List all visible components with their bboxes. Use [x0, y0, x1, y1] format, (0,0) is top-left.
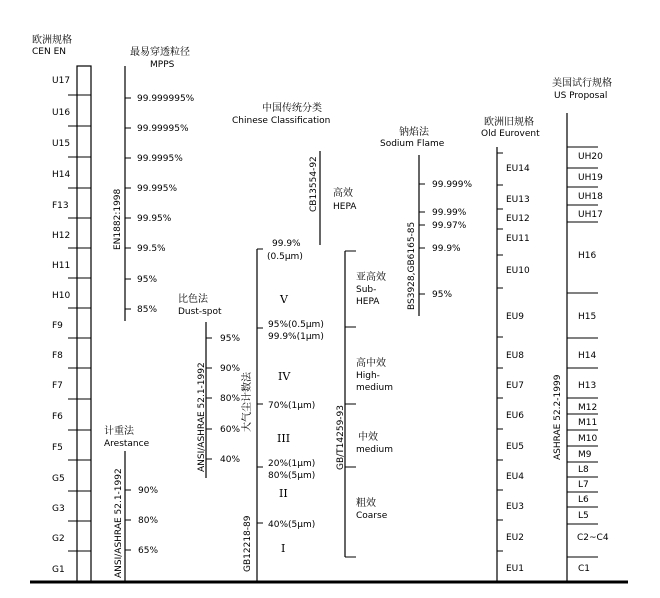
cen-class-labels	[52, 76, 70, 575]
eurovent-ticks	[497, 153, 503, 551]
us-class: H15	[578, 312, 597, 322]
eurovent-class: EU5	[506, 442, 524, 452]
grade-cn: 高效	[333, 188, 353, 199]
eurovent-class: EU13	[506, 195, 530, 205]
chinese-level: 95%(0.5μm)	[268, 320, 324, 330]
dust-spot-value: 60%	[220, 425, 241, 435]
dust-spot-value: 90%	[220, 364, 241, 374]
eurovent-class: EU12	[506, 214, 530, 224]
grade-cn: 中效	[358, 432, 378, 443]
mpps-value: 99.99995%	[137, 124, 189, 134]
sodium-value: 99.999%	[432, 180, 473, 190]
eurovent-class: EU3	[506, 502, 524, 512]
mpps-title-cn: 最易穿透粒径	[130, 47, 190, 58]
us-class: M10	[578, 434, 598, 444]
us-title-en: US Proposal	[554, 91, 608, 101]
sodium-value: 99.99%	[432, 208, 467, 218]
chinese-standard-left: GB12218-89	[243, 515, 253, 572]
chinese-roman: II	[279, 487, 288, 500]
us-title-cn: 美国试行规格	[552, 78, 612, 89]
dust-spot-standard: ANSI/ASHRAE 52.1-1992	[197, 362, 207, 472]
cen-ticks	[68, 95, 91, 551]
dust-spot-value: 40%	[220, 455, 241, 465]
eurovent-title-cn: 欧洲旧规格	[484, 117, 534, 128]
mpps-value: 99.995%	[137, 184, 178, 194]
chinese-level: 20%(1μm)	[268, 459, 316, 469]
cen-class: G3	[52, 504, 65, 514]
cen-class: G2	[52, 534, 65, 544]
chinese-roman: III	[277, 432, 291, 445]
grade-en: Coarse	[356, 511, 388, 521]
cen-class: F8	[52, 351, 63, 361]
mpps-value: 99.999995%	[137, 94, 195, 104]
eurovent-class: EU14	[506, 164, 530, 174]
us-class: H14	[578, 351, 597, 361]
us-class: L8	[578, 465, 589, 475]
arrestance-title-en: Arestance	[104, 439, 150, 449]
sodium-value: 99.97%	[432, 221, 467, 231]
cen-class: F6	[52, 412, 63, 422]
chinese-title-cn: 中国传统分类	[262, 103, 322, 114]
grade-en: High-	[356, 371, 380, 381]
us-class: M11	[578, 418, 598, 428]
dust-spot-title-cn: 比色法	[178, 294, 208, 305]
grade-en: HEPA	[333, 202, 357, 212]
arrestance-value: 90%	[138, 486, 159, 496]
us-class-labels	[577, 152, 609, 574]
mpps-value: 99.5%	[137, 244, 166, 254]
eurovent-class: EU11	[506, 234, 530, 244]
cen-class: H10	[52, 291, 71, 301]
mpps-value: 99.9995%	[137, 154, 183, 164]
eurovent-class: EU10	[506, 266, 530, 276]
sodium-standard: BS3928,GB6165-85	[407, 221, 417, 310]
cen-class: U17	[52, 76, 71, 86]
chinese-level: 40%(5μm)	[268, 520, 316, 530]
us-standard: ASHRAE 52.2-1999	[553, 374, 563, 460]
cen-title-en: CEN EN	[32, 47, 66, 57]
mpps-standard: EN1882:1998	[113, 188, 123, 250]
mpps-value: 99.95%	[137, 214, 172, 224]
us-class: C2~C4	[577, 533, 609, 543]
cen-class: U16	[52, 108, 71, 118]
eurovent-class: EU7	[506, 381, 524, 391]
eurovent-class: EU9	[506, 312, 524, 322]
mpps-title-en: MPPS	[150, 60, 175, 70]
chinese-level-ticks	[257, 249, 263, 523]
cen-class: H14	[52, 170, 71, 180]
chinese-standard-sub: GB/T14259-93	[336, 404, 346, 470]
eurovent-title-en: Old Eurovent	[481, 129, 540, 139]
us-class: L5	[578, 511, 589, 521]
cen-class: H12	[52, 231, 71, 241]
dust-spot-value: 95%	[220, 334, 241, 344]
us-class: C1	[578, 564, 591, 574]
arrestance-value: 65%	[138, 546, 159, 556]
grade-labels	[356, 270, 393, 521]
cen-class: G1	[52, 565, 65, 575]
sodium-ticks	[419, 184, 425, 294]
us-class: L7	[578, 480, 589, 490]
sodium-value: 95%	[432, 290, 453, 300]
chinese-level: (0.5μm)	[267, 252, 303, 262]
cen-class: F9	[52, 321, 63, 331]
arrestance-ticks	[125, 490, 131, 550]
eurovent-class: EU6	[506, 411, 524, 421]
us-class: UH17	[578, 210, 603, 220]
eurovent-class-labels	[506, 164, 530, 574]
cen-bar	[77, 66, 91, 582]
grade-cn: 亚高效	[356, 272, 386, 283]
eurovent-class: EU8	[506, 351, 524, 361]
grade-bracket-ticks	[345, 251, 356, 557]
grade-cn: 高中效	[356, 358, 386, 369]
cen-class: G5	[52, 474, 65, 484]
us-class: M9	[578, 450, 592, 460]
chinese-title-en: Chinese Classification	[232, 116, 331, 126]
chinese-levels	[267, 239, 324, 530]
sodium-title-en: Sodium Flame	[380, 139, 445, 149]
arrestance-value: 80%	[138, 516, 159, 526]
grade-en: HEPA	[356, 297, 380, 307]
chinese-standard-hepa: CB13554-92	[309, 156, 319, 212]
us-class: UH19	[578, 173, 603, 183]
chinese-level: 99.9%	[272, 239, 301, 249]
grade-cn: 粗效	[356, 498, 376, 509]
cen-title-cn: 欧洲规格	[32, 35, 72, 46]
grade-en: medium	[356, 445, 393, 455]
grade-en: Sub-	[356, 285, 377, 295]
chinese-level: 70%(1μm)	[268, 401, 316, 411]
mpps-ticks	[125, 98, 131, 309]
arrestance-title-cn: 计重法	[104, 426, 134, 437]
cen-class: H11	[52, 261, 71, 271]
dust-spot-values	[220, 334, 240, 465]
us-class: H13	[578, 381, 597, 391]
eurovent-class: EU2	[506, 533, 524, 543]
dust-spot-value: 80%	[220, 394, 241, 404]
dust-spot-title-en: Dust-spot	[178, 307, 222, 317]
mpps-values	[137, 94, 195, 315]
cen-class: F5	[52, 443, 63, 453]
arrestance-values	[138, 486, 158, 556]
chinese-roman: I	[281, 542, 286, 555]
cen-class: F7	[52, 381, 63, 391]
eurovent-class: EU4	[506, 472, 524, 482]
chinese-roman: V	[280, 293, 288, 306]
chinese-level: 80%(5μm)	[268, 471, 316, 481]
us-class: UH20	[578, 152, 603, 162]
mpps-value: 85%	[137, 305, 158, 315]
us-class: L6	[578, 495, 589, 505]
chinese-level: 99.9%(1μm)	[268, 332, 324, 342]
sodium-title-cn: 钠焰法	[399, 127, 429, 138]
cen-class: U15	[52, 139, 71, 149]
cen-class: F13	[52, 201, 69, 211]
sodium-values	[432, 180, 472, 300]
chinese-standard-left-cn: 大气尘计数法	[242, 372, 253, 432]
us-class: UH18	[578, 192, 603, 202]
arrestance-standard: ANSI/ASHRAE 52.1-1992	[114, 468, 124, 578]
us-class: M12	[578, 403, 598, 413]
sodium-value: 99.9%	[432, 244, 461, 254]
chinese-roman: IV	[278, 370, 291, 383]
us-class: H16	[578, 251, 597, 261]
mpps-value: 95%	[137, 275, 158, 285]
eurovent-class: EU1	[506, 564, 524, 574]
grade-en: medium	[356, 383, 393, 393]
